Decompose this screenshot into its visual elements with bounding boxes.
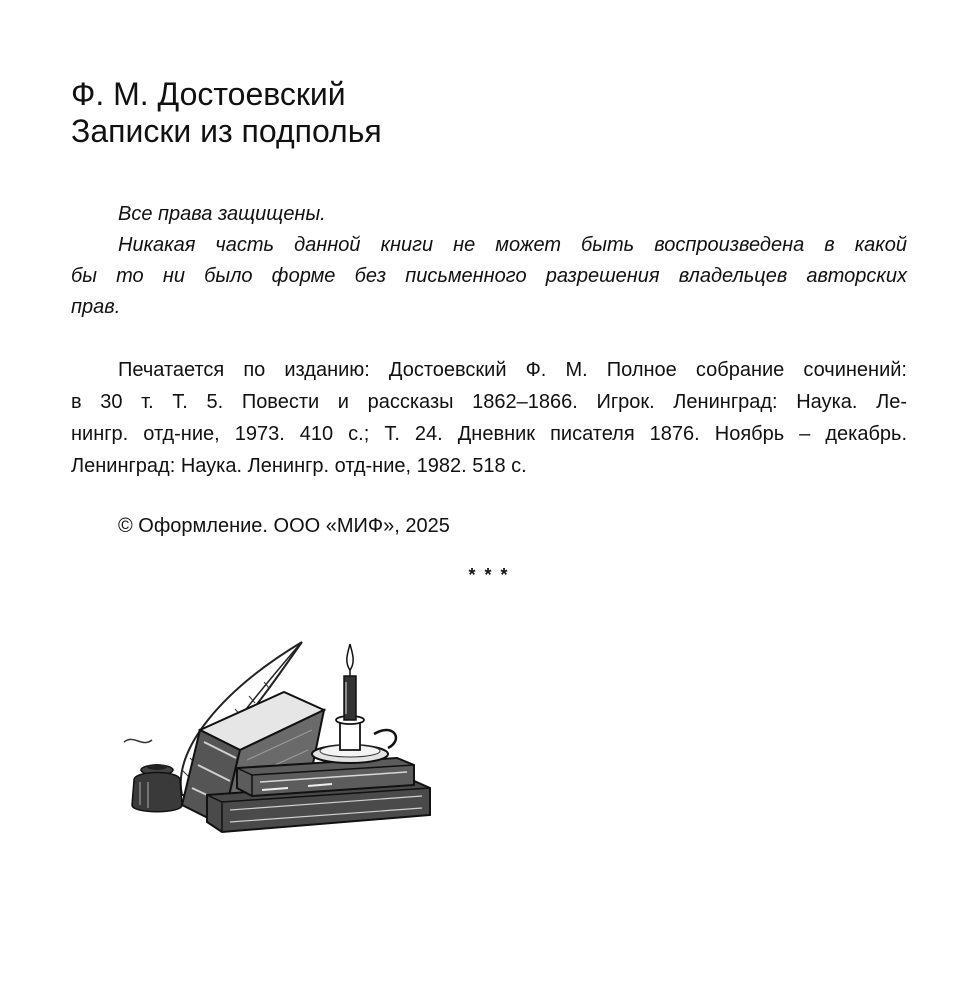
source-line: в 30 т. Т. 5. Повести и рассказы 1862–1866. Игрок. Ленинград: Наука. Ле- (71, 391, 907, 413)
title-block (71, 76, 382, 150)
rights-line: Никакая часть данной книги не может быть воспроизведена в какой (118, 234, 907, 256)
rights-line: бы то ни было форме без письменного разрешения владельцев авторских (71, 265, 907, 287)
author-name: Ф. М. Достоевский (71, 76, 346, 112)
section-separator: * * * (468, 565, 510, 585)
rights-paragraph (71, 230, 907, 323)
rights-notice (71, 199, 907, 323)
rights-heading: Все права защищены. (118, 203, 326, 225)
source-line: Ленинград: Наука. Ленингр. отд-ние, 1982. 518 с. (71, 455, 527, 477)
book-title: Записки из подполья (71, 113, 382, 149)
books-quill-candle-icon (112, 630, 442, 845)
source-edition-note (71, 354, 907, 482)
rights-line: прав. (71, 296, 121, 318)
source-line: нингр. отд-ние, 1973. 410 с.; Т. 24. Дневник писателя 1876. Ноябрь – декабрь. (71, 423, 907, 445)
copyright-notice: © Оформление. ООО «МИФ», 2025 (118, 515, 450, 537)
source-line: Печатается по изданию: Достоевский Ф. М. Полное собрание сочинений: (118, 359, 907, 381)
